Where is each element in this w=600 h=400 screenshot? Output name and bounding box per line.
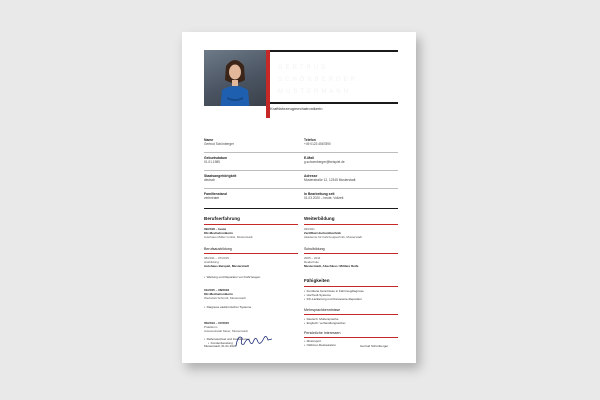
divider [204,188,398,189]
section-title-experience: Berufserfahrung [204,216,240,221]
bullet-item: • Hochvolt-Systeme [304,294,399,298]
entry-date: 09/2018 – heute [204,227,227,231]
section-rule [304,286,398,287]
name-line-1: GERTRUD [278,65,329,71]
person-portrait-icon [218,56,252,106]
subsection-rule [304,314,398,315]
info-row [204,156,398,174]
section-title-education: Weiterbildung [304,216,335,221]
subsection-title-languages: Mehrsprachkenntnisse [304,308,341,312]
info-row [204,174,398,192]
experience-entry [204,228,299,239]
resume-page [182,32,416,363]
entry-title: Praktikum [204,324,218,329]
entry-date: 08/2011 – 07/2015 [204,256,229,260]
bullet-item: • Motorsport [304,340,399,344]
footer-name: Gertrud Schönberger [360,344,389,348]
header-rule [270,102,398,104]
info-label: Telefon [304,138,316,142]
bullet-item: • Kfz-Lackierung und Karosserie-Reparatur [304,298,399,302]
entry-title: Realschule [304,259,319,264]
entry-subtitle: Akademie für Fahrzeugtechnik, Musterstadt [304,234,363,239]
info-label: Adresse [304,174,318,178]
info-value: deutsch [204,178,216,182]
info-label: Name [204,138,214,142]
footer-place-date: Musterstadt, 01.01.2024 [204,344,237,348]
entry-title: Kfz-Mechatronikerin [204,230,233,235]
entry-subtitle: Autowerkstatt Meier, Musterstadt [204,328,248,333]
subsection-title-hobbies: Persönliche Interessen [304,331,341,335]
entry-subtitle: Autohaus Beispiel, Musterstadt [204,263,249,268]
info-value: 01.01.1985 [204,160,220,164]
info-label: Familienstand [204,192,227,196]
job-title: Kraftfahrzeugmechatronikerin [270,106,323,111]
bullet-item: • Fundierte Kenntnisse in Fahrzeugdiagnose [304,290,399,294]
entry-date: 09/2021 [304,227,315,231]
entry-subtitle: Werkstatt Schmidt, Musterstadt [204,295,246,300]
entry-title: Ausbildung [204,259,219,264]
subsection-title-school: Schulbildung [304,247,325,251]
bullet-item: • Deutsch: Muttersprache [304,318,399,322]
bullet-item: • Kundenberatung [204,342,303,346]
section-rule [204,224,298,225]
entry-date: 05/2013 – 07/2015 [204,321,230,325]
bullet-item: • Wartung und Reparatur von Fahrzeugen [204,276,299,280]
subsection-rule [304,337,398,338]
subsection-rule [204,253,298,254]
entry-title: Zertifikat Hochvolttechnik [304,230,341,235]
info-row [204,138,398,156]
info-label: Staatsangehörigkeit [204,174,237,178]
info-value: g.schoenberger@beispiel.de [304,160,345,164]
header-rule [270,50,398,52]
name-line-2: SCHÖNBERGER [278,77,359,83]
info-value: Gertrud Schönberger [204,142,234,146]
name-block [278,62,390,98]
section-title-skills: Fähigkeiten [304,278,330,283]
subsection-title-training: Berufsausbildung [204,247,232,251]
entry-date: 2005 – 2011 [304,256,321,260]
entry-title: Kfz-Mechatronikerin [204,291,233,296]
info-value: Musterstraße 12, 12345 Musterstadt [304,178,356,182]
entry-date: 01/2015 – 08/2018 [204,288,230,292]
subsection-rule [304,253,398,254]
divider [204,152,398,153]
name-line-3: MUSTERMANN [278,89,351,95]
info-label: Geburtsdatum [204,156,228,160]
training-entry [204,257,299,268]
education-entry [304,228,399,239]
info-value: 01.03.2020 – heute, Vollzeit [304,196,344,200]
bullet-item: • Oldtimer-Restauration [304,344,399,348]
divider [204,170,398,171]
info-label: E-Mail [304,156,314,160]
signature-icon [234,332,274,350]
school-entry [304,257,399,268]
experience-entry [204,289,299,300]
info-label: In Bearbeitung seit [304,192,335,196]
bullet-item: • Englisch: verhandlungssicher [304,322,399,326]
bullet-item: • Diagnose elektronischer Systeme [204,306,299,310]
profile-photo [204,50,266,106]
section-rule [304,224,398,225]
info-value: +49 0123 4567890 [304,142,331,146]
entry-subtitle: Autohaus Müller GmbH, Musterstadt [204,234,253,239]
entry-subtitle: Musterstadt, Abschluss: Mittlere Reife [304,263,359,268]
bullet-item: • Reifenwechsel und Inspektionen [204,338,299,342]
section-divider [204,208,398,209]
info-value: verheiratet [204,196,220,200]
